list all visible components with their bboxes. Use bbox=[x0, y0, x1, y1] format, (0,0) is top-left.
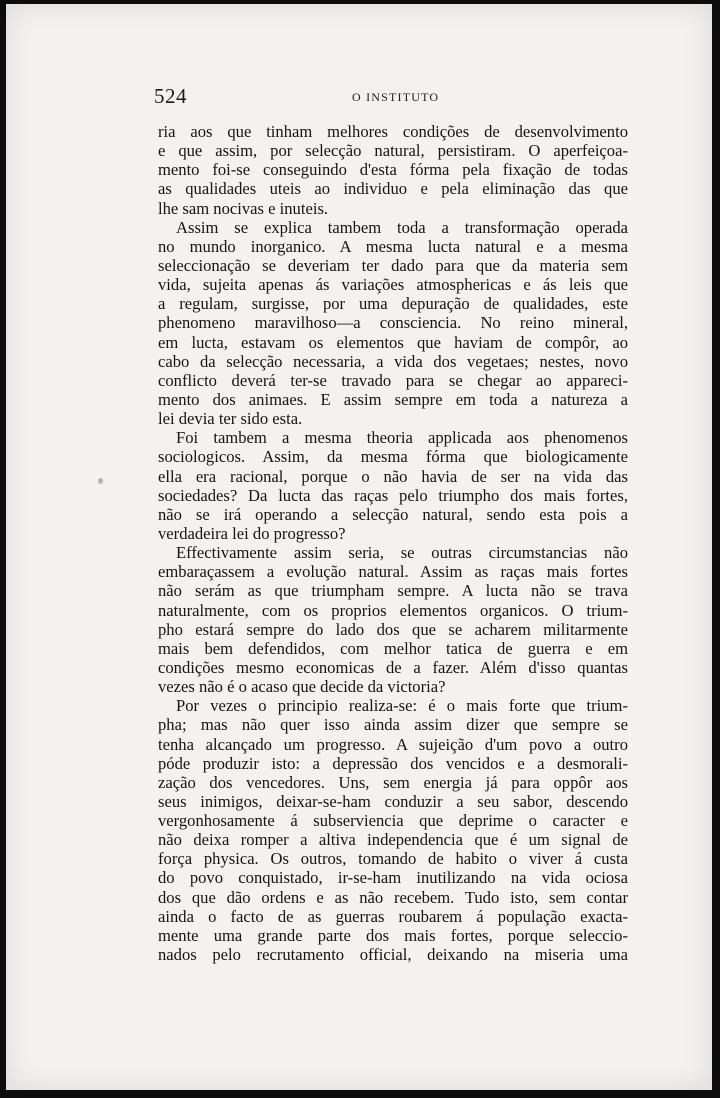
text-line: nados pelo recrutamento official, deixando na miseria uma bbox=[158, 945, 628, 965]
text-line: pha; mas não quer isso ainda assim dizer que sempre se bbox=[158, 715, 628, 735]
text-line: as qualidades uteis ao individuo e pela eliminação das que bbox=[158, 179, 628, 199]
text-line: cabo da selecção necessaria, a vida dos vegetaes; nestes, novo bbox=[158, 351, 628, 371]
paragraph-start-line: Por vezes o principio realiza-se: é o mais forte que trium- bbox=[176, 696, 628, 716]
text-line: lei devia ter sido esta. bbox=[158, 409, 303, 429]
text-line: mento dos animaes. E assim sempre em toda a natureza a bbox=[158, 389, 628, 409]
text-line: não deixa romper a altiva independencia que é um signal de bbox=[158, 830, 628, 850]
text-line: vezes não é o acaso que decide da victoria? bbox=[158, 677, 446, 697]
text-line: do povo conquistado, ir-se-ham inutilizando na vida ociosa bbox=[158, 868, 628, 888]
paragraph-start-line: Foi tambem a mesma theoria applicada aos phenomenos bbox=[176, 428, 628, 448]
page-header bbox=[154, 84, 628, 112]
text-line: lhe sam nocivas e inuteis. bbox=[158, 198, 329, 218]
paragraph-start-line: Assim se explica tambem toda a transformação operada bbox=[176, 217, 628, 237]
text-line: póde produzir isto: a depressão dos vencidos e a desmorali- bbox=[158, 753, 628, 773]
page-number: 524 bbox=[154, 84, 187, 108]
text-line: naturalmente, com os proprios elementos organicos. O trium- bbox=[158, 600, 628, 620]
running-title: O INSTITUTO bbox=[352, 90, 440, 104]
text-line: verdadeira lei do progresso? bbox=[158, 523, 346, 543]
text-line: no mundo inorganico. A mesma lucta natural e a mesma bbox=[158, 236, 628, 256]
text-line: embaraçassem a evolução natural. Assim as raças mais fortes bbox=[158, 562, 628, 582]
text-line: em lucta, estavam os elementos que haviam de compôr, ao bbox=[158, 332, 628, 352]
text-line: não serám as que triumpham sempre. A lucta não se trava bbox=[158, 581, 628, 601]
text-line: dos que dão ordens e as não recebem. Tudo isto, sem contar bbox=[158, 887, 628, 907]
text-line: conflicto deverá ter-se travado para se chegar ao appareci- bbox=[158, 370, 628, 390]
text-line: tenha alcançado um progresso. A sujeição d'um povo a outro bbox=[158, 734, 628, 754]
text-line: phenomeno maravilhoso—a consciencia. No reino mineral, bbox=[158, 313, 628, 333]
body-text bbox=[158, 122, 628, 964]
text-line: ella era racional, porque o não havia de ser na vida das bbox=[158, 466, 628, 486]
text-line: zação dos vencedores. Uns, sem energia já para oppôr aos bbox=[158, 772, 628, 792]
text-line: sociologicos. Assim, da mesma fórma que biologicamente bbox=[158, 447, 628, 467]
text-line: força physica. Os outros, tomando de habito o viver á custa bbox=[158, 849, 628, 869]
paragraph-start-line: Effectivamente assim seria, se outras circumstancias não bbox=[176, 543, 628, 563]
text-line: vergonhosamente á subserviencia que deprime o caracter e bbox=[158, 811, 628, 831]
text-line: ainda o facto de as guerras roubarem á população exacta- bbox=[158, 906, 628, 926]
text-line: mente uma grande parte dos mais fortes, porque seleccio- bbox=[158, 925, 628, 945]
text-line: e que assim, por selecção natural, persistiram. O aperfeiçoa- bbox=[158, 141, 628, 161]
text-line: ria aos que tinham melhores condições de desenvolvimento bbox=[158, 122, 628, 141]
text-line: condições mesmo economicas de a fazer. Além d'isso quantas bbox=[158, 657, 628, 677]
text-line: não se irá operando a selecção natural, sendo esta pois a bbox=[158, 504, 628, 524]
text-line: pho estará sempre do lado dos que se acharem militarmente bbox=[158, 619, 628, 639]
text-line: seleccionação se deveriam ter dado para que da materia sem bbox=[158, 255, 628, 275]
text-line: mais bem defendidos, com melhor tatica de guerra e em bbox=[158, 638, 628, 658]
text-line: mento foi-se conseguindo d'esta fórma pela fixação de todas bbox=[158, 160, 628, 180]
text-line: seus inimigos, deixar-se-ham conduzir a seu sabor, descendo bbox=[158, 791, 628, 811]
ink-speck bbox=[98, 478, 103, 484]
text-line: sociedades? Da lucta das raças pelo triumpho dos mais fortes, bbox=[158, 485, 628, 505]
text-line: a regulam, surgisse, por uma depuração de qualidades, este bbox=[158, 294, 628, 314]
text-line: vida, sujeita apenas ás variações atmosphericas e ás leis que bbox=[158, 275, 628, 295]
